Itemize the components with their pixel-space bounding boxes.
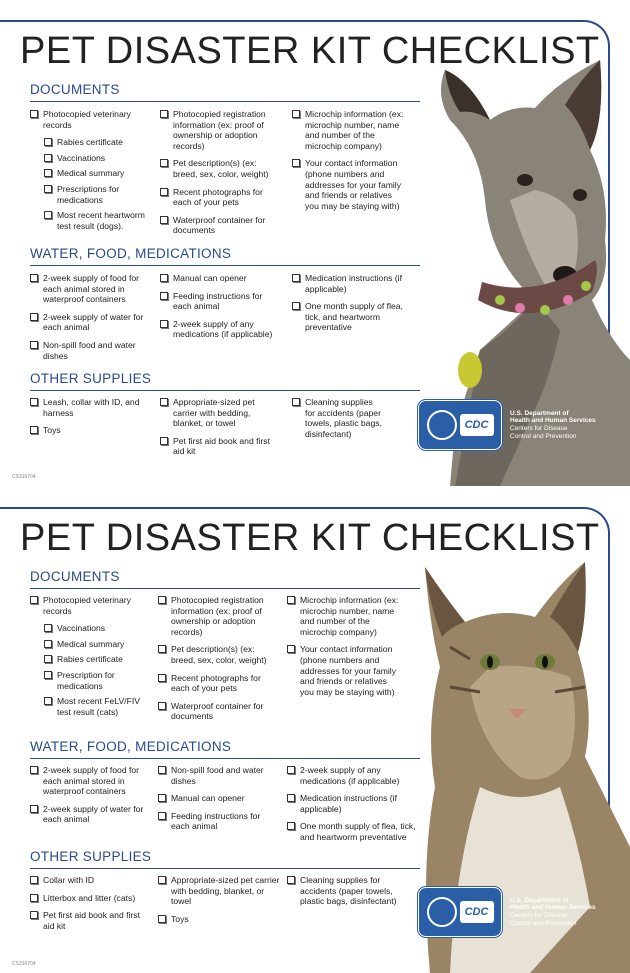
checklist-subitem: Vaccinations <box>44 153 150 164</box>
checklist-item: Non-spill food and water dishes <box>158 765 280 786</box>
checklist-item: Your contact information (phone numbers and addresses for your family and friends or relatives you may be staying with) <box>287 644 399 697</box>
checkbox[interactable] <box>158 674 166 682</box>
other-col1 <box>30 875 150 938</box>
checklist-item: Cleaning supplies for accidents (paper towels, plastic bags, disinfectant) <box>287 875 397 907</box>
checkbox[interactable] <box>44 211 52 219</box>
water-col3 <box>287 765 422 850</box>
water-col2 <box>160 273 280 347</box>
hhs-seal-icon <box>427 897 457 927</box>
checklist-item: Pet description(s) (ex: breed, sex, color, weight) <box>160 158 280 179</box>
checkbox[interactable] <box>30 110 38 118</box>
section-documents: DOCUMENTS <box>30 82 120 97</box>
checklist-item: One month supply of flea, tick, and heartworm preventative <box>292 301 404 333</box>
checkbox[interactable] <box>292 159 300 167</box>
checklist-item: 2-week supply of food for each animal stored in waterproof containers <box>30 765 150 797</box>
hhs-cdc-logo <box>418 400 596 450</box>
checkbox[interactable] <box>30 313 38 321</box>
checklist-item: Waterproof container for documents <box>158 701 280 722</box>
other-col2 <box>158 875 280 931</box>
checkbox[interactable] <box>158 794 166 802</box>
checkbox[interactable] <box>287 876 295 884</box>
documents-col3 <box>292 109 404 218</box>
checklist-item: Waterproof container for documents <box>160 215 280 236</box>
checklist-subitem: Most recent FeLV/FIV test result (cats) <box>44 696 148 717</box>
checkbox[interactable] <box>44 154 52 162</box>
checklist-item: Pet description(s) (ex: breed, sex, color, weight) <box>158 644 280 665</box>
checklist-item: Medication instructions (if applicable) <box>292 273 404 294</box>
checkbox[interactable] <box>287 766 295 774</box>
page-title: PET DISASTER KIT CHECKLIST <box>20 30 600 72</box>
hhs-cdc-logo <box>418 887 596 937</box>
checkbox[interactable] <box>158 766 166 774</box>
checklist-item: Non-spill food and water dishes <box>30 340 150 361</box>
checkbox[interactable] <box>158 812 166 820</box>
checklist-item: Microchip information (ex: microchip number, name and number of the microchip company) <box>292 109 404 151</box>
checkbox[interactable] <box>44 671 52 679</box>
checkbox[interactable] <box>160 292 168 300</box>
checkbox[interactable] <box>292 274 300 282</box>
cdc-logo: CDC <box>460 414 494 436</box>
checkbox[interactable] <box>160 398 168 406</box>
checkbox[interactable] <box>160 216 168 224</box>
checklist-item: Toys <box>158 914 280 925</box>
other-col3 <box>292 397 382 446</box>
checkbox[interactable] <box>30 341 38 349</box>
checkbox[interactable] <box>44 624 52 632</box>
checklist-item: Leash, collar with ID, and harness <box>30 397 150 418</box>
checklist-item: Pet first aid book and first aid kit <box>160 436 280 457</box>
checkbox[interactable] <box>160 188 168 196</box>
documents-col1 <box>30 109 150 236</box>
checklist-item: Feeding instructions for each animal <box>158 811 280 832</box>
documents-col2 <box>160 109 280 243</box>
section-rule <box>30 101 420 102</box>
section-other-supplies: OTHER SUPPLIES <box>30 849 152 864</box>
checkbox[interactable] <box>30 426 38 434</box>
checkbox[interactable] <box>160 159 168 167</box>
checkbox[interactable] <box>30 894 38 902</box>
section-water-food-medications: WATER, FOOD, MEDICATIONS <box>30 246 232 261</box>
checklist-card-cat <box>0 487 630 973</box>
checkbox[interactable] <box>44 169 52 177</box>
checklist-item: Microchip information (ex: microchip number, name and number of the microchip company) <box>287 595 399 637</box>
checkbox[interactable] <box>30 876 38 884</box>
checkbox[interactable] <box>292 302 300 310</box>
checklist-item: 2-week supply of any medications (if applicable) <box>160 319 280 340</box>
checklist-item: 2-week supply of any medications (if applicable) <box>287 765 422 786</box>
checklist-item: Pet first aid book and first aid kit <box>30 910 150 931</box>
checklist-item: Photocopied registration information (ex: proof of ownership or adoption records) <box>158 595 280 637</box>
checkbox[interactable] <box>160 320 168 328</box>
section-rule <box>30 390 420 391</box>
checklist-subitem: Medical summary <box>44 639 148 650</box>
checklist-item: Appropriate-sized pet carrier with bedding, blanket, or towel <box>158 875 280 907</box>
documents-col2 <box>158 595 280 729</box>
checkbox[interactable] <box>287 645 295 653</box>
checklist-item: Your contact information (phone numbers and addresses for your family and friends or relatives you may be staying with) <box>292 158 404 211</box>
checkbox[interactable] <box>30 766 38 774</box>
checkbox[interactable] <box>30 911 38 919</box>
section-rule <box>30 758 420 759</box>
checkbox[interactable] <box>160 437 168 445</box>
checkbox[interactable] <box>287 794 295 802</box>
page-title: PET DISASTER KIT CHECKLIST <box>20 517 600 559</box>
section-other-supplies: OTHER SUPPLIES <box>30 371 152 386</box>
checklist-item: Photocopied veterinary records <box>30 595 148 616</box>
checklist-item: Photocopied veterinary records <box>30 109 150 130</box>
hhs-text: U.S. Department of Health and Human Services Centers for Disease Control and Prevention <box>510 896 596 927</box>
checkbox[interactable] <box>44 640 52 648</box>
checkbox[interactable] <box>292 398 300 406</box>
logo-badge <box>418 400 502 450</box>
checklist-item: Feeding instructions for each animal <box>160 291 280 312</box>
checklist-item: One month supply of flea, tick, and heartworm preventative <box>287 821 422 842</box>
other-col2 <box>160 397 280 464</box>
checkbox[interactable] <box>158 876 166 884</box>
other-col3 <box>287 875 397 914</box>
checkbox[interactable] <box>30 805 38 813</box>
water-col1 <box>30 765 150 832</box>
checklist-item: Photocopied registration information (ex: proof of ownership or adoption records) <box>160 109 280 151</box>
checklist-item: 2-week supply of food for each animal stored in waterproof containers <box>30 273 150 305</box>
water-col2 <box>158 765 280 839</box>
checklist-item: Cleaning supplies for accidents (paper towels, plastic bags, disinfectant) <box>292 397 382 439</box>
checkbox[interactable] <box>30 274 38 282</box>
checklist-subitem: Most recent heartworm test result (dogs). <box>44 210 150 231</box>
checklist-item: Litterbox and litter (cats) <box>30 893 150 904</box>
checklist-item: Recent photographs for each of your pets <box>158 673 280 694</box>
checkbox[interactable] <box>160 274 168 282</box>
section-rule <box>30 265 420 266</box>
hhs-seal-icon <box>427 410 457 440</box>
checklist-subitem: Rabies certificate <box>44 137 150 148</box>
documents-col1 <box>30 595 148 722</box>
checklist-item: Medication instructions (if applicable) <box>287 793 422 814</box>
checklist-subitem: Rabies certificate <box>44 654 148 665</box>
checklist-card-dog <box>0 0 630 486</box>
checkbox[interactable] <box>158 702 166 710</box>
checklist-item: Recent photographs for each of your pets <box>160 187 280 208</box>
checkbox[interactable] <box>30 398 38 406</box>
section-documents: DOCUMENTS <box>30 569 120 584</box>
checklist-item: Appropriate-sized pet carrier with bedding, blanket, or towel <box>160 397 280 429</box>
water-col1 <box>30 273 150 368</box>
checklist-subitem: Vaccinations <box>44 623 148 634</box>
checkbox[interactable] <box>44 655 52 663</box>
checklist-item: 2-week supply of water for each animal <box>30 312 150 333</box>
checkbox[interactable] <box>292 110 300 118</box>
section-water-food-medications: WATER, FOOD, MEDICATIONS <box>30 739 232 754</box>
checklist-item: 2-week supply of water for each animal <box>30 804 150 825</box>
checkbox[interactable] <box>30 596 38 604</box>
checklist-subitem: Prescriptions for medications <box>44 184 150 205</box>
checkbox[interactable] <box>158 645 166 653</box>
other-col1 <box>30 397 150 443</box>
section-rule <box>30 868 420 869</box>
checklist-item: Manual can opener <box>158 793 280 804</box>
checkbox[interactable] <box>44 697 52 705</box>
checkbox[interactable] <box>160 110 168 118</box>
checkbox[interactable] <box>287 822 295 830</box>
cdc-logo: CDC <box>460 901 494 923</box>
checklist-item: Manual can opener <box>160 273 280 284</box>
water-col3 <box>292 273 404 340</box>
documents-col3 <box>287 595 399 704</box>
checklist-item: Toys <box>30 425 150 436</box>
hhs-text: U.S. Department of Health and Human Services Centers for Disease Control and Prevention <box>510 409 596 440</box>
checkbox[interactable] <box>158 915 166 923</box>
checklist-subitem: Medical summary <box>44 168 150 179</box>
logo-badge <box>418 887 502 937</box>
document-code: CS316704 <box>12 474 36 480</box>
checkbox[interactable] <box>287 596 295 604</box>
checkbox[interactable] <box>158 596 166 604</box>
checklist-subitem: Prescription for medications <box>44 670 148 691</box>
checkbox[interactable] <box>44 185 52 193</box>
document-code: CS316704 <box>12 961 36 967</box>
checkbox[interactable] <box>44 138 52 146</box>
section-rule <box>30 588 420 589</box>
checklist-item: Collar with ID <box>30 875 150 886</box>
